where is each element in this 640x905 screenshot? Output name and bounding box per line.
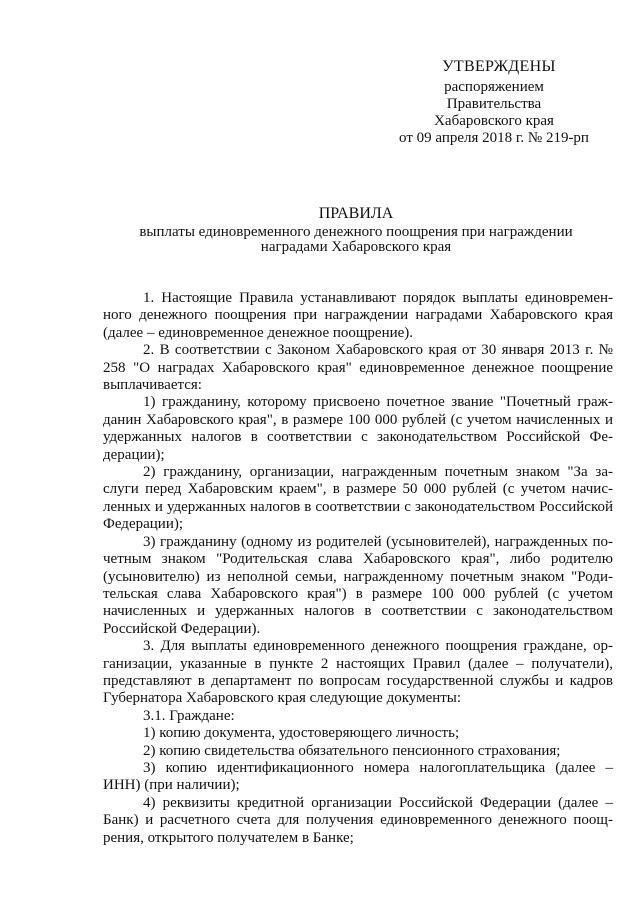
paragraph-3-1-item-3: 3) копию идентификационного номера налогоплательщика (далее – ИНН) (при наличии); (103, 759, 613, 794)
approval-stamp (378, 58, 610, 147)
approval-line-2: Правительства (446, 96, 542, 112)
approval-line-4: от 09 апреля 2018 г. № 219-рп (399, 130, 589, 146)
approval-heading: УТВЕРЖДЕНЫ (442, 58, 556, 75)
document-subtitle-line-1: выплаты единовременного денежного поощрения при награждении (139, 224, 573, 240)
approval-line-3: Хабаровского края (434, 113, 554, 129)
paragraph-2: 2. В соответствии с Законом Хабаровского края от 30 января 2013 г. № 258 "О наградах Хабаровского края" единовременное денежное поощрение выплачивается: (103, 342, 613, 394)
paragraph-3: 3. Для выплаты единовременного денежного поощрения граждане, организации, указанные в пункте 2 настоящих Правил (далее – получатели), представляют в департамент по вопросам государственной службы и кадров Губернатора Хабаровского края следующие документы: (103, 638, 613, 707)
paragraph-3-1-item-1: 1) копию документа, удостоверяющего личность; (143, 725, 460, 742)
document-body (103, 290, 613, 847)
document-title: ПРАВИЛА (318, 205, 394, 222)
document-title-block (96, 205, 616, 255)
paragraph-3-1-item-4: 4) реквизиты кредитной организации Российской Федерации (далее – Банк) и расчетного счета для получения единовременного денежного поощрения, открытого получателем в Банке; (103, 794, 613, 846)
approval-line-1: распоряжением (444, 79, 544, 95)
paragraph-2-item-1: 1) гражданину, которому присвоено почетное звание "Почетный гражданин Хабаровского края", в размере 100 000 рублей (с учетом начисленных и удержанных налогов в соответствии с законодательством Российской Федерации); (103, 394, 613, 463)
paragraph-3-1-item-2: 2) копию свидетельства обязательного пенсионного страхования; (143, 742, 561, 759)
paragraph-2-item-2: 2) гражданину, организации, награжденным почетным знаком "За заслуги перед Хабаровским краем", в размере 50 000 рублей (с учетом начисленных и удержанных налогов в соответствии с законодательством Российской Федерации); (103, 464, 613, 533)
document-subtitle-line-2: наградами Хабаровского края (260, 239, 452, 255)
paragraph-2-item-3: 3) гражданину (одному из родителей (усыновителей), награжденных почетным знаком "Родительская слава Хабаровского края", либо родителю (усыновителю) из неполной семьи, награжденному почетным знаком "Родительская слава Хабаровского края") в размере 100 000 рублей (с учетом начисленных и удержанных налогов в соответствии с законодательством Российской Федерации). (103, 533, 613, 637)
paragraph-1: 1. Настоящие Правила устанавливают порядок выплаты единовременного денежного поощрения при награждении наградами Хабаровского края (далее – единовременное денежное поощрение). (103, 290, 613, 341)
paragraph-3-1-heading: 3.1. Граждане: (143, 707, 235, 724)
